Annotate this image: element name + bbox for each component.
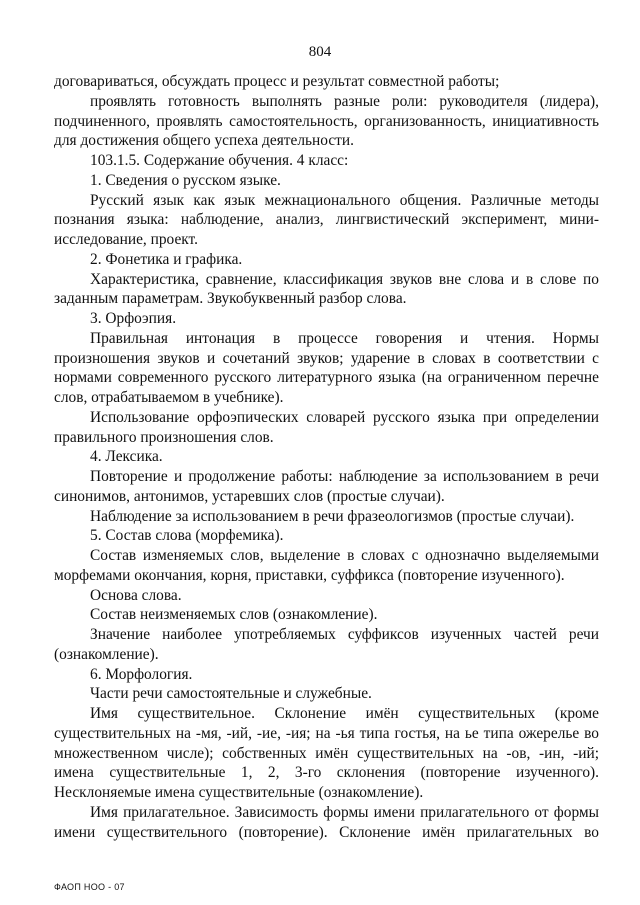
page-content: [54, 72, 599, 842]
section-heading: 1. Сведения о русском языке.: [90, 171, 281, 189]
section-heading: 5. Состав слова (морфемика).: [90, 527, 284, 545]
section-heading: 3. Орфоэпия.: [90, 310, 177, 327]
paragraph: Части речи самостоятельные и служебные.: [90, 685, 372, 703]
paragraph: Значение наиболее употребляемых суффиксов изученных частей речи (ознакомление).: [54, 626, 599, 663]
paragraph: Основа слова.: [90, 586, 182, 604]
paragraph: Состав изменяемых слов, выделение в словах с однозначно выделяемыми морфемами окончания, корня, приставки, суффикса (повторение изученного).: [54, 547, 599, 584]
paragraph: проявлять готовность выполнять разные роли: руководителя (лидера), подчиненного, проявлять самостоятельность, организованность, инициативность для достижения общего успеха деятельности.: [54, 92, 599, 150]
paragraph: Имя прилагательное. Зависимость формы имени прилагательного от формы имени существительного (повторение). Склонение имён прилагательных во: [54, 803, 599, 841]
paragraph: Правильная интонация в процессе говорения и чтения. Нормы произношения звуков и сочетаний звуков; ударение в словах в соответствии с нормами современного русского литературного языка (на ограниченном перечне слов, отрабатываемом в учебнике).: [54, 329, 599, 406]
paragraph: Русский язык как язык межнационального общения. Различные методы познания языка: наблюдение, анализ, лингвистический эксперимент, мини-исследование, проект.: [54, 191, 599, 248]
paragraph: Характеристика, сравнение, классификация звуков вне слова и в слове по заданным параметрам. Звукобуквенный разбор слова.: [54, 270, 599, 308]
paragraph: договариваться, обсуждать процесс и результат совместной работы;: [54, 73, 500, 90]
section-heading: 6. Морфология.: [90, 665, 193, 683]
paragraph: Состав неизменяемых слов (ознакомление).: [90, 606, 378, 624]
section-heading: 2. Фонетика и графика.: [90, 250, 243, 268]
section-heading: 103.1.5. Содержание обучения. 4 класс:: [90, 152, 349, 169]
paragraph: Повторение и продолжение работы: наблюдение за использованием в речи синонимов, антонимов, устаревших слов (простые случаи).: [54, 468, 599, 505]
page-number: 804: [308, 44, 332, 60]
section-heading: 4. Лексика.: [90, 448, 163, 466]
paragraph: Наблюдение за использованием в речи фразеологизмов (простые случаи).: [90, 507, 575, 525]
paragraph: Использование орфоэпических словарей русского языка при определении правильного произношения слов.: [54, 408, 599, 446]
paragraph: Имя существительное. Склонение имён существительных (кроме существительных на -мя, -ий, -ие, -ия; на -ья типа гостья, на ье типа ожерелье во множественном числе); собственных имён существительных на -ов, -ин, -ий; имена существительные 1, 2, 3-го склонения (повторение изученного). Несклоняемые имена существительные (ознакомление).: [54, 705, 599, 801]
footer-label: ФАОП НОО - 07: [54, 882, 125, 892]
